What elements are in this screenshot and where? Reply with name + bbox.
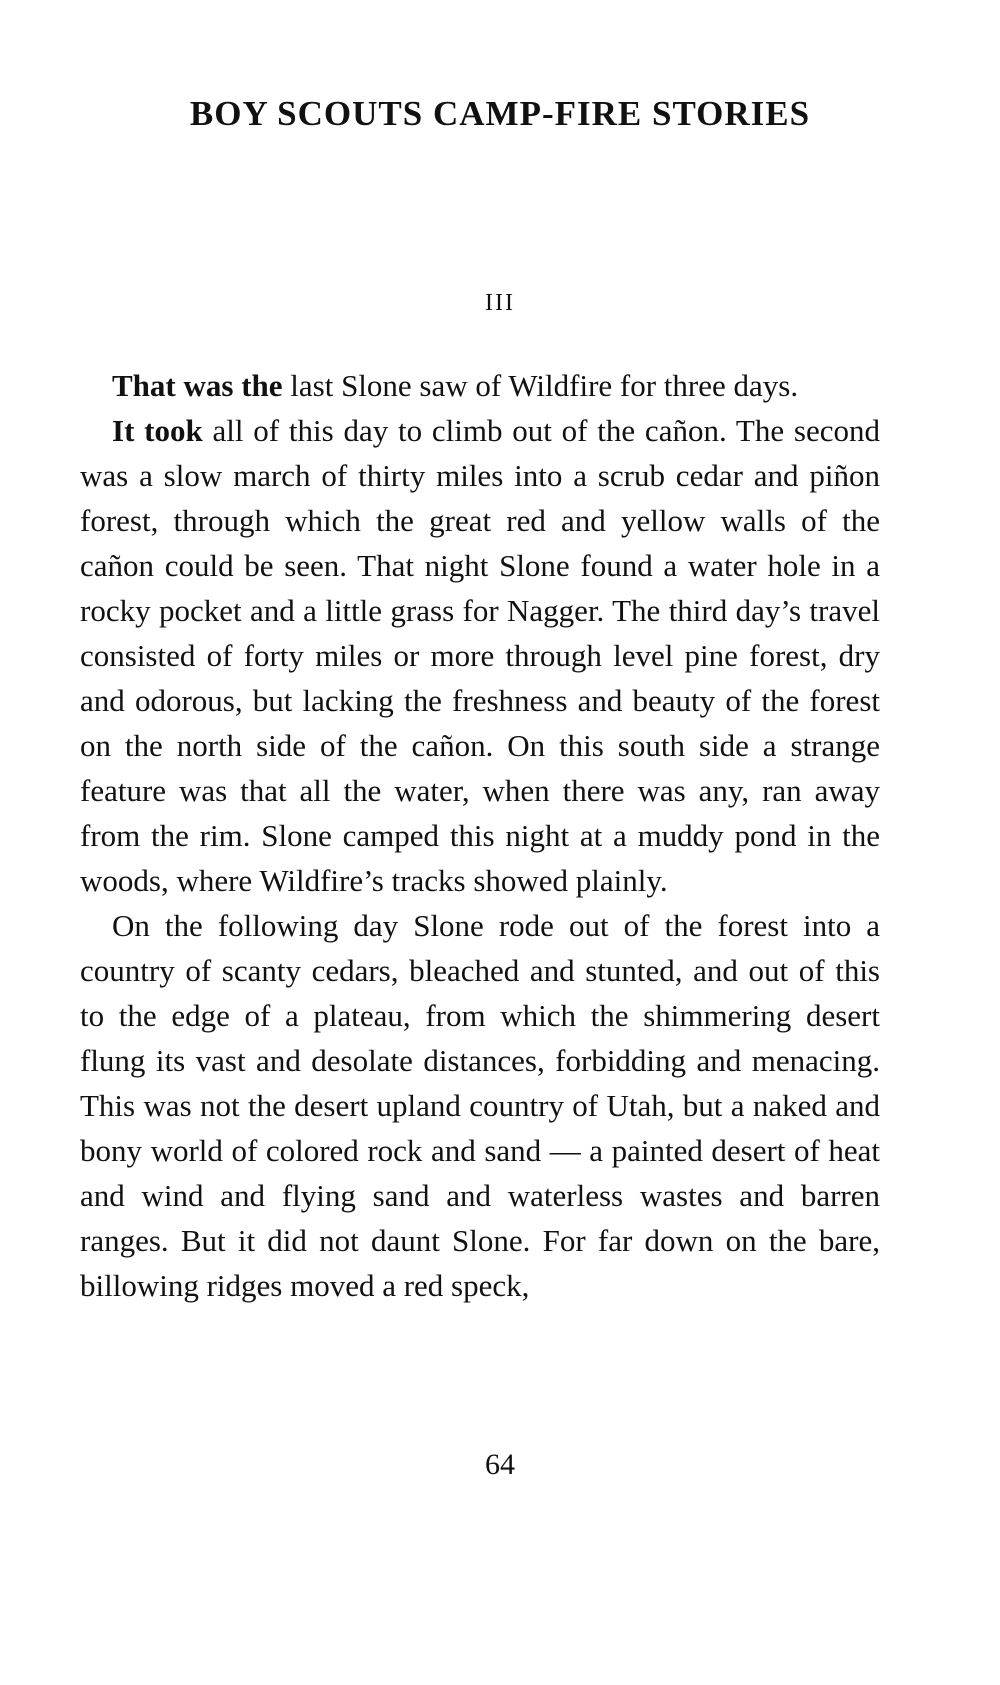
paragraph-lead: That was the	[112, 368, 283, 403]
paragraph	[80, 903, 880, 1308]
running-head: BOY SCOUTS CAMP-FIRE STORIES	[189, 94, 811, 133]
paragraph-lead: It took	[112, 413, 203, 448]
paragraph-text: last Slone saw of Wildfire for three days.	[282, 368, 799, 403]
page-number: 64	[485, 1448, 515, 1481]
chapter-number: III	[485, 290, 515, 316]
paragraph-text: On the following day Slone rode out of the forest into a country of scanty cedars, bleached and stunted, and out of this to the edge of a plateau, from which the shimmering desert flung its vast and desolate distances, forbidding and menacing. This was not the desert upland country of Utah, but a naked and bony world of colored rock and sand — a painted desert of heat and wind and flying sand and waterless wastes and barren ranges. But it did not daunt Slone. For far down on the bare, billowing ridges moved a red speck,	[80, 908, 880, 1303]
paragraph	[80, 363, 880, 408]
paragraph	[80, 408, 880, 903]
paragraph-text: all of this day to climb out of the cañon. The second was a slow march of thirty miles into a scrub cedar and piñon forest, through which the great red and yellow walls of the cañon could be seen. That night Slone found a water hole in a rocky pocket and a little grass for Nagger. The third day’s travel consisted of forty miles or more through level pine forest, dry and odorous, but lacking the freshness and beauty of the forest on the north side of the cañon. On this south side a strange feature was that all the water, when there was any, ran away from the rim. Slone camped this night at a muddy pond in the woods, where Wildfire’s tracks showed plainly.	[80, 413, 880, 898]
body-text	[80, 363, 880, 1308]
